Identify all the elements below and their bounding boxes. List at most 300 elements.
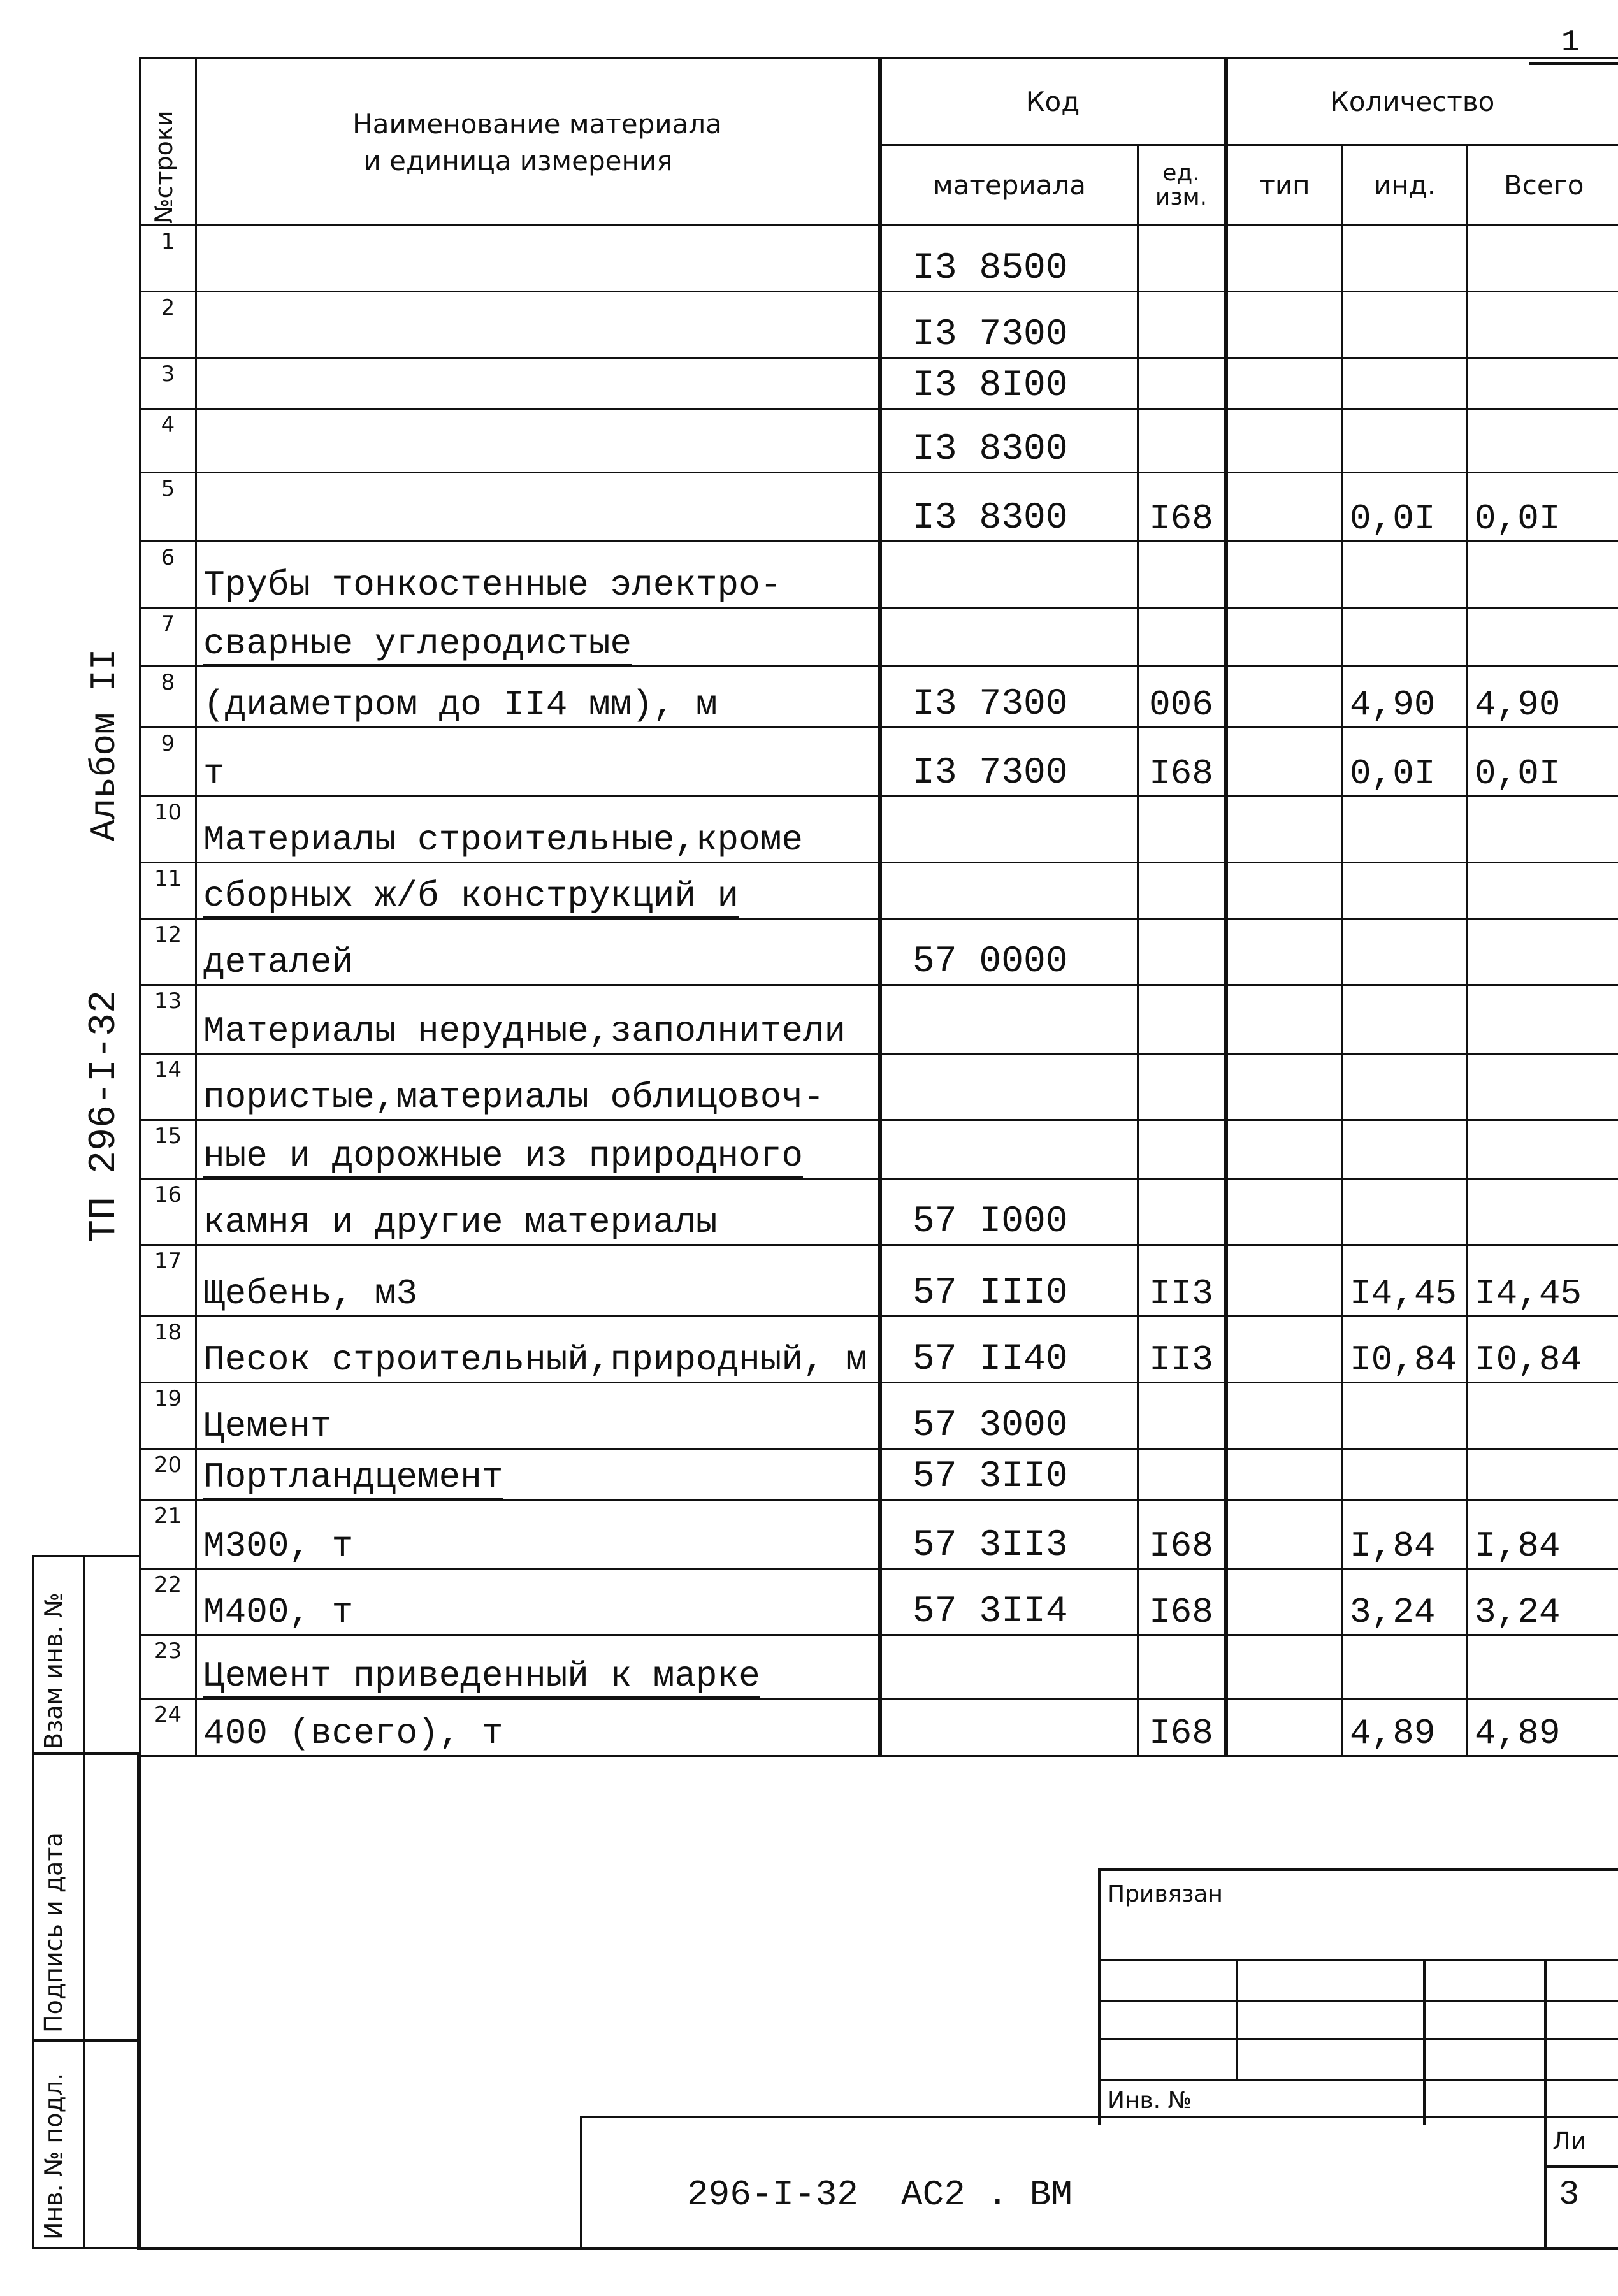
qty-type-cell [1226,985,1343,1054]
table-row [140,292,1618,358]
material-code-text: 57 3II3 [913,1525,1068,1566]
qty-total-text: I0,84 [1475,1339,1582,1380]
unit-code-text: I68 [1149,1526,1213,1566]
material-name-text: Трубы тонкостенные электро- [203,565,782,605]
table-row [140,1245,1618,1317]
material-name-cell [196,1449,880,1500]
table-row [140,542,1618,608]
qty-ind-cell [1343,292,1468,358]
unit-code-text: 006 [1149,684,1213,725]
row-number-cell [140,667,196,728]
row-number-text: 20 [154,1452,182,1478]
qty-ind-cell [1343,1317,1468,1383]
material-code-cell [880,473,1138,542]
qty-total-cell [1468,1635,1618,1699]
unit-code-cell [1138,1500,1226,1569]
table-row [140,985,1618,1054]
qty-ind-text: I0,84 [1350,1339,1457,1380]
material-code-cell [880,1245,1138,1317]
material-code-text: 57 0000 [913,941,1068,983]
stamp-row-1 [1098,1959,1618,1961]
qty-ind-cell [1343,728,1468,797]
row-number-text: 15 [154,1123,182,1149]
row-number-text: 16 [154,1182,182,1208]
material-code-cell [880,1569,1138,1635]
table-row [140,1699,1618,1756]
unit-code-cell [1138,409,1226,473]
qty-type-cell [1226,292,1343,358]
qty-total-text: 0,0I [1475,753,1561,794]
qty-ind-text: 3,24 [1350,1592,1436,1633]
unit-code-cell [1138,1569,1226,1635]
qty-total-cell [1468,542,1618,608]
stamp-row-4 [1098,2079,1618,2081]
material-code-text: 57 II40 [913,1339,1068,1380]
material-name-cell [196,292,880,358]
qty-ind-cell [1343,1054,1468,1120]
qty-total-text: 3,24 [1475,1592,1561,1633]
table-row [140,608,1618,667]
row-number-text: 19 [154,1386,182,1412]
unit-code-cell [1138,226,1226,292]
qty-ind-text: I4,45 [1350,1273,1457,1314]
frame-bottom [137,2247,1618,2250]
qty-ind-cell [1343,919,1468,985]
sheet-box-left [1544,2116,1547,2247]
row-number-text: 5 [161,476,175,502]
unit-code-text: II3 [1149,1273,1213,1314]
qty-type-cell [1226,473,1343,542]
material-name-cell [196,985,880,1054]
row-number-cell [140,1500,196,1569]
row-number-text: 9 [161,731,175,756]
qty-total-cell [1468,667,1618,728]
unit-code-cell [1138,1635,1226,1699]
material-name-text: Цемент приведенный к марке [203,1656,760,1698]
row-number-text: 6 [161,545,175,570]
unit-code-cell [1138,1317,1226,1383]
row-number-text: 12 [154,922,182,948]
document-designation: 296-I-32 АС2 . ВМ [687,2174,1073,2215]
qty-total-cell [1468,1245,1618,1317]
material-name-cell [196,542,880,608]
qty-total-cell [1468,1317,1618,1383]
row-number-text: 3 [161,361,175,387]
stamp-col-3 [1544,1959,1547,2125]
table-row [140,226,1618,292]
material-code-text: I3 8I00 [913,365,1068,407]
material-name-text: 400 (всего), т [203,1713,503,1754]
qty-ind-cell [1343,608,1468,667]
unit-code-cell [1138,863,1226,919]
material-code-text: 57 3II4 [913,1591,1068,1633]
unit-code-cell [1138,1054,1226,1120]
stamp-row-3 [1098,2038,1618,2040]
page-corner-mark: 1 [1561,25,1580,60]
table-row [140,863,1618,919]
stamp-col-1 [1236,1959,1238,2079]
unit-code-cell [1138,473,1226,542]
qty-type-cell [1226,667,1343,728]
material-name-cell [196,667,880,728]
material-spec-table [139,57,1618,1757]
row-number-cell [140,985,196,1054]
qty-ind-text: I,84 [1350,1526,1436,1566]
qty-type-cell [1226,1500,1343,1569]
qty-ind-cell [1343,358,1468,409]
material-name-text: М400, т [203,1592,354,1633]
qty-type-cell [1226,1383,1343,1449]
sheet-box-split [1544,2165,1618,2168]
strip-divider [83,1555,85,2249]
qty-total-cell [1468,863,1618,919]
strip-sep-1 [32,1752,139,1755]
row-number-text: 2 [161,295,175,321]
material-name-text: Песок строительный,природный, м [203,1339,867,1380]
row-number-text: 1 [161,229,175,254]
unit-code-cell [1138,1699,1226,1756]
row-number-cell [140,797,196,863]
row-number-text: 17 [154,1248,182,1274]
qty-ind-cell [1343,797,1468,863]
inv-no-label: Инв. № [1108,2088,1192,2114]
qty-ind-cell [1343,542,1468,608]
qty-total-cell [1468,728,1618,797]
row-number-cell [140,1245,196,1317]
material-name-text: деталей [203,942,354,983]
row-number-text: 18 [154,1320,182,1345]
material-name-cell [196,1120,880,1179]
qty-ind-cell [1343,1635,1468,1699]
material-code-text: 57 3000 [913,1405,1068,1447]
qty-total-cell [1468,919,1618,985]
row-number-text: 8 [161,670,175,695]
qty-ind-cell [1343,667,1468,728]
material-code-cell [880,1383,1138,1449]
row-number-text: 21 [154,1503,182,1529]
qty-total-cell [1468,1500,1618,1569]
unit-code-cell [1138,1245,1226,1317]
qty-type-cell [1226,542,1343,608]
qty-type-cell [1226,1317,1343,1383]
unit-code-cell [1138,1383,1226,1449]
stamp-col-2 [1423,1959,1426,2125]
qty-type-cell [1226,863,1343,919]
sheet-label: Ли [1552,2127,1587,2155]
stamp-left [1098,1868,1101,2125]
material-code-cell [880,358,1138,409]
qty-total-cell [1468,1383,1618,1449]
material-name-text: камня и другие материалы [203,1202,718,1243]
table-row [140,919,1618,985]
qty-ind-cell [1343,1569,1468,1635]
row-number-cell [140,1449,196,1500]
row-number-cell [140,409,196,473]
vzam-label: Взам инв. № [40,1592,68,1749]
qty-total-text: I4,45 [1475,1273,1582,1314]
qty-total-text: 0,0I [1475,498,1561,539]
table-row [140,1179,1618,1245]
inv-podl-label: Инв. № подл. [40,2072,68,2240]
qty-type-cell [1226,1699,1343,1756]
material-name-cell [196,1635,880,1699]
table-row [140,667,1618,728]
sheet-number: 3 [1559,2176,1580,2214]
table-row [140,1383,1618,1449]
material-code-cell [880,985,1138,1054]
material-name-cell [196,409,880,473]
qty-total-cell [1468,608,1618,667]
unit-code-cell [1138,1120,1226,1179]
row-number-text: 10 [154,800,182,825]
row-number-cell [140,1383,196,1449]
row-number-cell [140,542,196,608]
material-name-cell [196,1245,880,1317]
table-row [140,797,1618,863]
table-row [140,1449,1618,1500]
material-code-text: 57 III0 [913,1273,1068,1314]
material-name-cell [196,473,880,542]
row-number-text: 24 [154,1702,182,1728]
qty-type-cell [1226,1054,1343,1120]
material-name-cell [196,728,880,797]
qty-ind-text: 0,0I [1350,498,1436,539]
material-name-cell [196,226,880,292]
name-header-line1: Наименование материала [352,108,722,140]
material-name-cell [196,1383,880,1449]
material-name-text: М300, т [203,1526,354,1566]
material-code-cell [880,1179,1138,1245]
qty-ind-text: 0,0I [1350,753,1436,794]
unit-code-cell [1138,919,1226,985]
strip-outer-left [32,1555,34,2249]
name-header-line2: и единица измерения [363,145,673,177]
unit-code-cell [1138,667,1226,728]
qty-ind-cell [1343,1383,1468,1449]
material-code-text: 57 3II0 [913,1456,1068,1498]
unit-code-cell [1138,797,1226,863]
material-name-text: Материалы нерудные,заполнители [203,1011,846,1051]
material-name-cell [196,1569,880,1635]
designation-box-left [580,2116,582,2247]
qty-group-header: Количество [1226,59,1618,145]
material-name-text: сборных ж/б конструкций и [203,876,739,918]
row-number-text: 13 [154,988,182,1014]
qty-total-text: I,84 [1475,1526,1561,1566]
material-code-cell [880,292,1138,358]
unit-code-cell [1138,728,1226,797]
strip-top [32,1555,139,1557]
row-number-cell [140,919,196,985]
material-code-cell [880,1449,1138,1500]
table-row [140,1120,1618,1179]
name-header-cell [196,59,880,226]
unit-code-cell [1138,292,1226,358]
qty-type-cell [1226,1569,1343,1635]
qty-ind-cell [1343,1449,1468,1500]
row-number-cell [140,1635,196,1699]
material-name-text: пористые,материалы облицовоч- [203,1077,825,1118]
unit-code-text: I68 [1149,498,1213,539]
qty-type-cell [1226,1179,1343,1245]
row-number-text: 22 [154,1572,182,1598]
table-row [140,1054,1618,1120]
material-name-cell [196,358,880,409]
stamp-row-2 [1098,2000,1618,2002]
qty-type-cell [1226,728,1343,797]
table-row [140,1317,1618,1383]
material-code-cell [880,608,1138,667]
qty-ind-cell [1343,409,1468,473]
qty-ind-header: инд. [1343,145,1468,226]
unit-code-cell [1138,358,1226,409]
row-number-cell [140,1699,196,1756]
frame-left [137,1752,141,2249]
qty-total-cell [1468,473,1618,542]
qty-ind-cell [1343,1699,1468,1756]
row-no-header-cell [140,59,196,226]
row-no-header: №строки [150,110,178,224]
table-row [140,1569,1618,1635]
material-code-cell [880,1500,1138,1569]
strip-sep-2 [32,2039,139,2042]
material-code-cell [880,542,1138,608]
privyazan-label: Привязан [1108,1881,1223,1907]
qty-ind-text: 4,90 [1350,684,1436,725]
row-number-cell [140,292,196,358]
material-name-text: т [203,753,225,794]
material-name-text: Щебень, м3 [203,1273,418,1314]
row-number-cell [140,226,196,292]
material-code-text: I3 7300 [913,314,1068,356]
unit-code-text: I68 [1149,1592,1213,1633]
row-number-cell [140,1120,196,1179]
designation-box-top [580,2116,1618,2118]
qty-total-cell [1468,409,1618,473]
material-name-text: Материалы строительные,кроме [203,819,803,860]
unit-code-cell [1138,608,1226,667]
qty-total-text: 4,90 [1475,684,1561,725]
qty-type-header: тип [1226,145,1343,226]
qty-type-cell [1226,797,1343,863]
material-name-text: Цемент [203,1406,332,1447]
material-name-text: ные и дорожные из природного [203,1136,803,1178]
qty-ind-cell [1343,473,1468,542]
qty-ind-text: 4,89 [1350,1713,1436,1754]
row-number-cell [140,473,196,542]
qty-ind-cell [1343,226,1468,292]
material-code-text: I3 8500 [913,248,1068,289]
material-code-cell [880,797,1138,863]
row-number-cell [140,1569,196,1635]
row-number-text: 4 [161,412,175,438]
material-name-text: сварные углеродистые [203,623,632,666]
material-name-cell [196,797,880,863]
qty-ind-cell [1343,985,1468,1054]
unit-code-cell [1138,985,1226,1054]
qty-ind-cell [1343,1500,1468,1569]
material-code-cell [880,667,1138,728]
row-number-text: 14 [154,1057,182,1083]
qty-type-cell [1226,1120,1343,1179]
code-group-header: Код [880,59,1226,145]
material-name-text: Портландцемент [203,1457,503,1499]
row-number-cell [140,1179,196,1245]
stamp-top [1098,1868,1618,1871]
qty-total-cell [1468,358,1618,409]
qty-ind-cell [1343,1120,1468,1179]
material-code-text: I3 8300 [913,498,1068,539]
strip-bottom [32,2247,139,2249]
material-code-cell [880,1317,1138,1383]
unit-code-text: II3 [1149,1339,1213,1380]
qty-total-cell [1468,1699,1618,1756]
qty-type-cell [1226,1245,1343,1317]
qty-type-cell [1226,1635,1343,1699]
qty-total-text: 4,89 [1475,1713,1561,1754]
unit-code-text: I68 [1149,753,1213,794]
table-body [140,226,1618,1756]
qty-ind-cell [1343,863,1468,919]
unit-code-text: I68 [1149,1713,1213,1754]
row-number-cell [140,728,196,797]
material-name-text: (диаметром до II4 мм), м [203,684,718,725]
project-label: ТП 296-I-32 [83,990,126,1243]
row-number-cell [140,608,196,667]
material-name-cell [196,1500,880,1569]
material-code-text: I3 8300 [913,429,1068,470]
material-code-text: I3 7300 [913,753,1068,794]
material-code-cell [880,1699,1138,1756]
material-code-text: I3 7300 [913,684,1068,725]
qty-total-cell [1468,797,1618,863]
row-number-cell [140,1317,196,1383]
material-name-cell [196,1699,880,1756]
album-label: Альбом II [84,648,125,841]
row-number-text: 11 [154,866,182,892]
qty-total-cell [1468,985,1618,1054]
qty-total-cell [1468,1054,1618,1120]
unit-code-cell [1138,1179,1226,1245]
row-number-text: 7 [161,611,175,637]
material-name-cell [196,919,880,985]
material-code-cell [880,919,1138,985]
qty-type-cell [1226,409,1343,473]
qty-total-cell [1468,1569,1618,1635]
material-name-cell [196,863,880,919]
code-material-header: материала [880,145,1138,226]
qty-type-cell [1226,226,1343,292]
material-code-text: 57 I000 [913,1201,1068,1243]
row-number-cell [140,1054,196,1120]
unit-code-cell [1138,1449,1226,1500]
qty-total-cell [1468,226,1618,292]
material-code-cell [880,1635,1138,1699]
material-name-cell [196,608,880,667]
table-row [140,1635,1618,1699]
table-row [140,409,1618,473]
material-code-cell [880,1054,1138,1120]
qty-ind-cell [1343,1179,1468,1245]
material-code-cell [880,409,1138,473]
material-name-cell [196,1317,880,1383]
table-row [140,728,1618,797]
material-code-cell [880,863,1138,919]
material-name-cell [196,1179,880,1245]
table-row [140,358,1618,409]
qty-type-cell [1226,358,1343,409]
qty-total-cell [1468,292,1618,358]
